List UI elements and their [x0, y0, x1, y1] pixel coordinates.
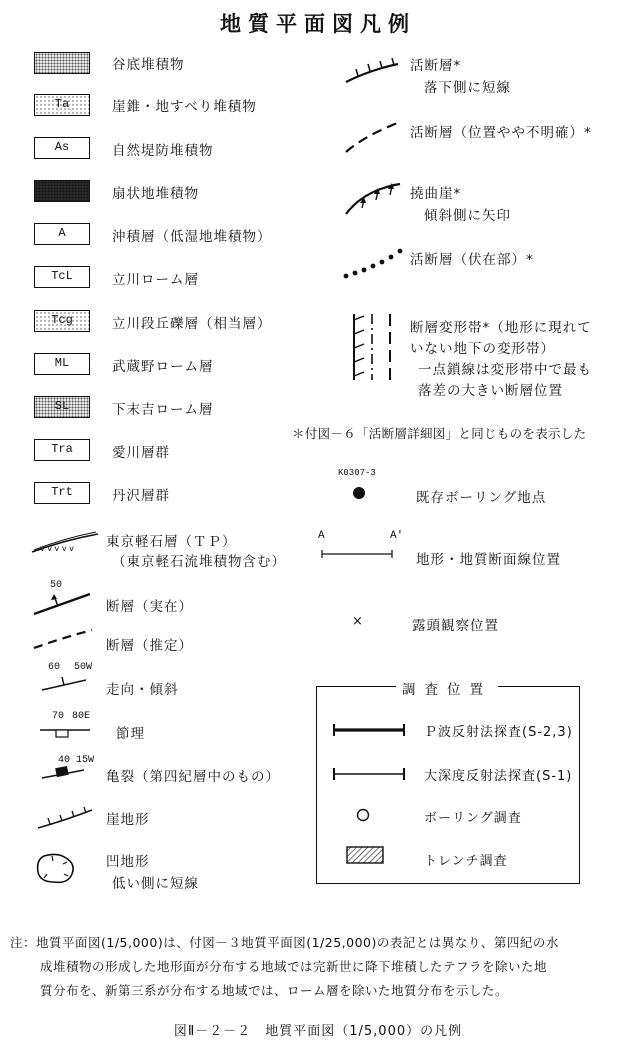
section-a-label: A — [318, 530, 325, 542]
section-line-icon — [320, 548, 394, 560]
depression-label-1: 凹地形 — [106, 854, 150, 870]
fault-actual-label: 断層（実在） — [106, 599, 193, 615]
unit-label-tcg: 立川段丘礫層（相当層） — [112, 316, 272, 332]
strike-dip-strike: 50W — [74, 662, 93, 673]
boring-id: K0307-3 — [338, 468, 376, 478]
crack-strike: 15W — [76, 755, 95, 766]
active-fault-buried-symbol-icon — [342, 246, 406, 280]
section-a-prime-label: A' — [390, 530, 404, 542]
flexure-symbol-icon — [344, 178, 404, 218]
unit-box-sl: SL — [34, 396, 90, 418]
trench-survey-icon — [346, 846, 386, 866]
note-line-2: 成堆積物の形成した地形面が分布する地域では完新世に降下堆積したテフラを除いた地 — [40, 959, 548, 974]
section-line-label: 地形・地質断面線位置 — [416, 552, 561, 568]
unit-label-trt: 丹沢層群 — [112, 488, 170, 504]
p-wave-survey-label: Ｐ波反射法探査(S-2,3) — [424, 725, 573, 740]
crack-symbol-icon — [40, 764, 96, 782]
strike-dip-label: 走向・傾斜 — [106, 682, 179, 698]
joint-dip: 70 — [52, 711, 65, 722]
unit-box-a: A — [34, 223, 90, 245]
unit-box-valley-deposit — [34, 52, 90, 74]
cliff-label: 崖地形 — [106, 812, 150, 828]
fault-inferred-symbol-icon — [32, 628, 94, 650]
active-fault-label-2: 落下側に短線 — [424, 80, 511, 96]
unit-box-fan-deposit — [34, 180, 90, 202]
outcrop-label: 露頭観察位置 — [412, 618, 499, 634]
survey-title: 調査位置 — [396, 678, 498, 698]
outcrop-mark: × — [352, 614, 363, 629]
joint-label: 節理 — [116, 726, 145, 742]
deformation-zone-label-4: 落差の大きい断層位置 — [418, 383, 563, 399]
unit-box-tcg: Tcg — [34, 310, 90, 332]
deformation-zone-label-1: 断層変形帯*（地形に現れて — [410, 320, 592, 336]
active-fault-label-1: 活断層* — [410, 58, 462, 74]
unit-box-tra: Tra — [34, 439, 90, 461]
unit-label-tra: 愛川層群 — [112, 445, 170, 461]
note-line-3: 質分布を、新第三系が分布する地域では、ローム層を除いた地質分布を示した。 — [40, 983, 509, 998]
deformation-zone-label-3: 一点鎖線は変形帯中で最も — [418, 362, 592, 378]
crack-dip: 40 — [58, 755, 71, 766]
fault-inferred-label: 断層（推定） — [106, 638, 193, 654]
unit-box-as: As — [34, 137, 90, 159]
active-fault-symbol-icon — [344, 56, 400, 86]
unit-box-tcl: TcL — [34, 266, 90, 288]
boring-label: 既存ボーリング地点 — [416, 490, 547, 506]
boring-survey-label: ボーリング調査 — [424, 811, 522, 826]
tokyo-pumice-label-2: （東京軽石流堆積物含む） — [112, 554, 286, 570]
flexure-label-2: 傾斜側に矢印 — [424, 208, 511, 224]
active-fault-buried-label: 活断層（伏在部）* — [410, 252, 534, 268]
strike-dip-symbol-icon — [40, 674, 90, 694]
trench-survey-label: トレンチ調査 — [424, 854, 508, 869]
deep-survey-label: 大深度反射法探査(S-1) — [424, 769, 573, 784]
active-fault-uncertain-label: 活断層（位置やや不明確）* — [410, 125, 592, 141]
tokyo-pumice-label-1: 東京軽石層（ＴＰ） — [106, 534, 237, 550]
p-wave-survey-icon — [332, 724, 406, 736]
unit-label-a: 沖積層（低湿地堆積物） — [112, 229, 272, 245]
cliff-symbol-icon — [36, 806, 96, 832]
page-title: 地質平面図凡例 — [220, 11, 416, 36]
boring-survey-icon — [356, 808, 370, 822]
boring-dot-icon — [352, 486, 366, 500]
joint-symbol-icon — [38, 722, 94, 740]
tokyo-pumice-symbol-icon — [30, 532, 100, 556]
unit-label-fan-deposit: 扇状地堆積物 — [112, 186, 199, 202]
deformation-zone-symbol-icon — [350, 312, 396, 382]
fault-actual-symbol-icon — [32, 592, 92, 616]
active-fault-uncertain-symbol-icon — [344, 118, 402, 154]
unit-label-ml: 武蔵野ローム層 — [112, 359, 214, 375]
deformation-zone-label-2: いない地下の変形帯） — [410, 341, 555, 357]
unit-box-ta: Ta — [34, 94, 90, 116]
joint-strike: 80E — [72, 711, 91, 722]
unit-box-trt: Trt — [34, 482, 90, 504]
svg-text:v v v v v: v v v v v — [40, 544, 74, 553]
note-line-1: 注：地質平面図(1/5,000)は、付図－３地質平面図(1/25,000)の表記とは異なり、第四紀の水 — [10, 935, 559, 950]
figure-caption: 図Ⅱ－２－２ 地質平面図（1/5,000）の凡例 — [173, 1024, 463, 1039]
strike-dip-dip: 60 — [48, 662, 61, 673]
unit-label-ta: 崖錐・地すべり堆積物 — [112, 99, 257, 115]
unit-label-tcl: 立川ローム層 — [112, 272, 199, 288]
depression-symbol-icon — [34, 852, 78, 886]
asterisk-note: ＊付図－６「活断層詳細図」と同じものを表示した — [292, 426, 587, 441]
fault-actual-dip: 50 — [50, 580, 63, 591]
unit-label-sl: 下末吉ローム層 — [112, 402, 214, 418]
unit-label-as: 自然堤防堆積物 — [112, 143, 214, 159]
deep-survey-icon — [332, 768, 406, 780]
unit-label-valley-deposit: 谷底堆積物 — [112, 57, 185, 73]
unit-box-ml: ML — [34, 353, 90, 375]
depression-label-2: 低い側に短線 — [112, 876, 199, 892]
flexure-label-1: 撓曲崖* — [410, 186, 462, 202]
crack-label: 亀裂（第四紀層中のもの） — [106, 769, 280, 785]
